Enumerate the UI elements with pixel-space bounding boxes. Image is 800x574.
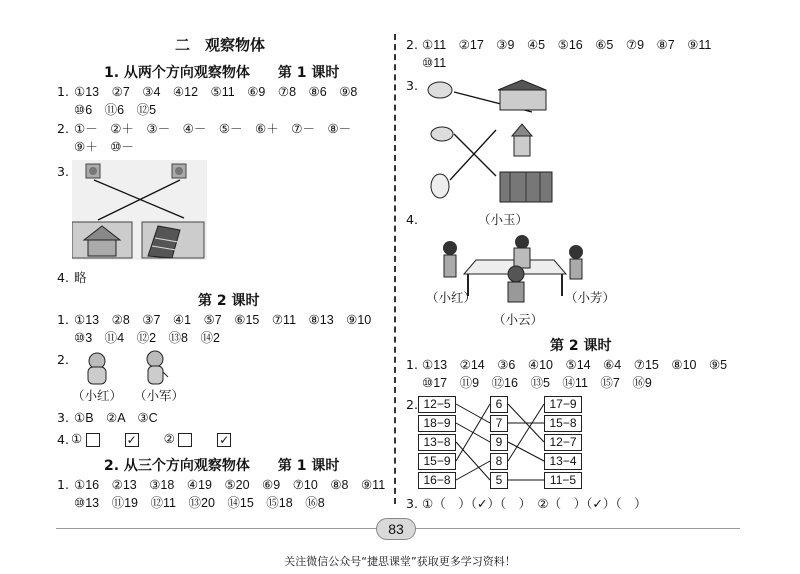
expr-box: 13−4 [544,453,582,470]
answer-line: ①－ ②＋ ③－ ④－ ⑤－ ⑥＋ ⑦－ ⑧－ [74,122,352,136]
caption: （小红） [426,290,477,305]
q-label: 4. [57,270,69,285]
checked-checkbox [125,433,139,447]
expr-box: 13−8 [418,434,456,451]
q-label: 2. [57,352,69,367]
answer-line: ⑩6 ⑪6 ⑫5 [74,103,157,117]
answer-text: 略 [74,270,87,285]
circle-num: ① [71,432,83,446]
answer-line: ①13 ②14 ③6 ④10 ⑤14 ⑥4 ⑦15 ⑧10 ⑨5 [422,358,728,372]
expr-box: 15−8 [544,415,582,432]
q-label: 3. [57,164,69,179]
answer-line: ①16 ②13 ③18 ④19 ⑤20 ⑥9 ⑦10 ⑧8 ⑨11 [74,478,386,492]
section-title: 二 观察物体 [175,36,266,54]
q-label: 3. [57,410,69,425]
child-name: （小军） [134,388,185,403]
caption: （小云） [493,312,544,327]
child-name: （小红） [72,388,123,403]
lesson-title: 2. 从三个方向观察物体 第 1 课时 [104,458,340,474]
q-label: 4. [406,212,418,227]
answer-line: ⑨＋ ⑩－ [74,140,134,154]
num-box: 9 [490,434,508,451]
answer-line: ①B ②A ③C [74,411,158,425]
check-icon: ✓ [219,432,230,447]
answer-line: ⑩11 [422,56,447,70]
empty-checkbox [178,433,192,447]
matching-figure [72,160,212,262]
column-divider [394,34,396,504]
q-label: 1. [406,357,418,372]
expr-box: 12−7 [544,434,582,451]
lesson-title: 1. 从两个方向观察物体 第 1 课时 [104,65,340,81]
lesson-title: 第 2 课时 [198,293,260,309]
answer-line: ⑩3 ⑪4 ⑫2 ⑬8 ⑭2 [74,331,220,345]
answer-line: ①（ ）（✓）（ ） ②（ ）（✓）（ ） [422,497,647,511]
answer-line: ⑩13 ⑪19 ⑫11 ⑬20 ⑭15 ⑮18 ⑯8 [74,496,325,510]
answer-line: ⑩17 ⑪9 ⑫16 ⑬5 ⑭11 ⑮7 ⑯9 [422,376,652,390]
q-label: 2. [406,397,418,412]
check-icon: ✓ [126,432,137,447]
lesson-title: 第 2 课时 [550,338,612,354]
expr-box: 15−9 [418,453,456,470]
num-box: 6 [490,396,508,413]
circle-num: ② [163,432,175,446]
q-label: 1. [57,477,69,492]
num-box: 8 [490,453,508,470]
empty-checkbox [86,433,100,447]
answer-line: ①13 ②7 ③4 ④12 ⑤11 ⑥9 ⑦8 ⑧6 ⑨8 [74,85,358,99]
caption: （小芳） [565,290,616,305]
expr-box: 12−5 [418,396,456,413]
page-number: 83 [388,521,404,537]
q-label: 1. [57,84,69,99]
q-label: 4. [57,432,69,447]
expr-box: 18−9 [418,415,456,432]
matching-figure [422,76,562,208]
q-label: 3. [406,78,418,93]
page-number-badge [376,518,416,540]
expr-box: 17−9 [544,396,582,413]
num-box: 5 [490,472,508,489]
footer-text: 关注微信公众号“捷思课堂”获取更多学习资料！ [284,555,516,568]
expr-box: 11−5 [544,472,582,489]
answer-line: ①13 ②8 ③7 ④1 ⑤7 ⑥15 ⑦11 ⑧13 ⑨10 [74,313,372,327]
child-figure-back [84,352,110,386]
q-label: 2. [57,121,69,136]
q-label: 3. [406,496,418,511]
answer-line: ①11 ②17 ③9 ④5 ⑤16 ⑥5 ⑦9 ⑧7 ⑨11 [422,38,712,52]
checked-checkbox [217,433,231,447]
caption: （小玉） [478,212,529,227]
expr-box: 16−8 [418,472,456,489]
q-label: 2. [406,37,418,52]
answer-line [71,430,231,448]
q-label: 1. [57,312,69,327]
num-box: 7 [490,415,508,432]
subtraction-matching [418,396,598,492]
child-figure-side [143,350,169,386]
